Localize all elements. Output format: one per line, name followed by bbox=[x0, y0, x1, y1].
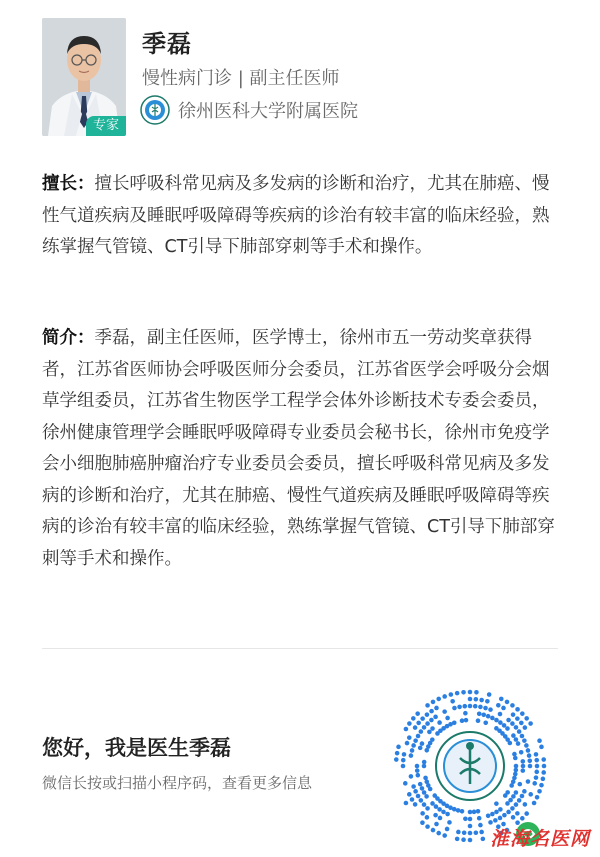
intro-section bbox=[42, 323, 558, 575]
watermark-logo: 淮海名医网 bbox=[489, 828, 590, 850]
strength-text: 擅长呼吸科常见病及多发病的诊断和治疗，尤其在肺癌、慢性气道疾病及睡眠呼吸障碍等疾病的诊治有较丰富的临床经验，熟练掌握气管镜、CT引导下肺部穿刺等手术和操作。 bbox=[42, 174, 550, 257]
department-title: 慢性病门诊 | 副主任医师 bbox=[142, 68, 340, 89]
strength-label: 擅长： bbox=[42, 174, 95, 194]
hospital-logo-icon bbox=[140, 95, 170, 125]
expert-badge: 专家 bbox=[86, 116, 126, 136]
intro-text: 季磊，副主任医师，医学博士，徐州市五一劳动奖章获得者，江苏省医师协会呼吸医师分会委员，江苏省医学会呼吸分会烟草学组委员，江苏省生物医学工程学会体外诊断技术专委会委员，徐州健康管理学会睡眠呼吸障碍专业委员会秘书长，徐州市免疫学会小细胞肺癌肿瘤治疗专业委员会委员，擅长呼吸科常见病及多发病的诊断和治疗，尤其在肺癌、慢性气道疾病及睡眠呼吸障碍等疾病的诊治有较丰富的临床经验，熟练掌握气管镜、CT引导下肺部穿刺等手术和操作。 bbox=[42, 328, 555, 569]
divider bbox=[42, 648, 558, 649]
hospital-name: 徐州医科大学附属医院 bbox=[178, 101, 358, 122]
scan-hint: 微信长按或扫描小程序码，查看更多信息 bbox=[42, 774, 313, 792]
doctor-name: 季磊 bbox=[142, 30, 192, 58]
strength-section bbox=[42, 169, 558, 264]
avatar bbox=[42, 18, 126, 136]
hospital-row bbox=[140, 95, 358, 125]
intro-label: 简介： bbox=[42, 328, 95, 348]
greeting-title: 您好，我是医生季磊 bbox=[42, 736, 231, 760]
